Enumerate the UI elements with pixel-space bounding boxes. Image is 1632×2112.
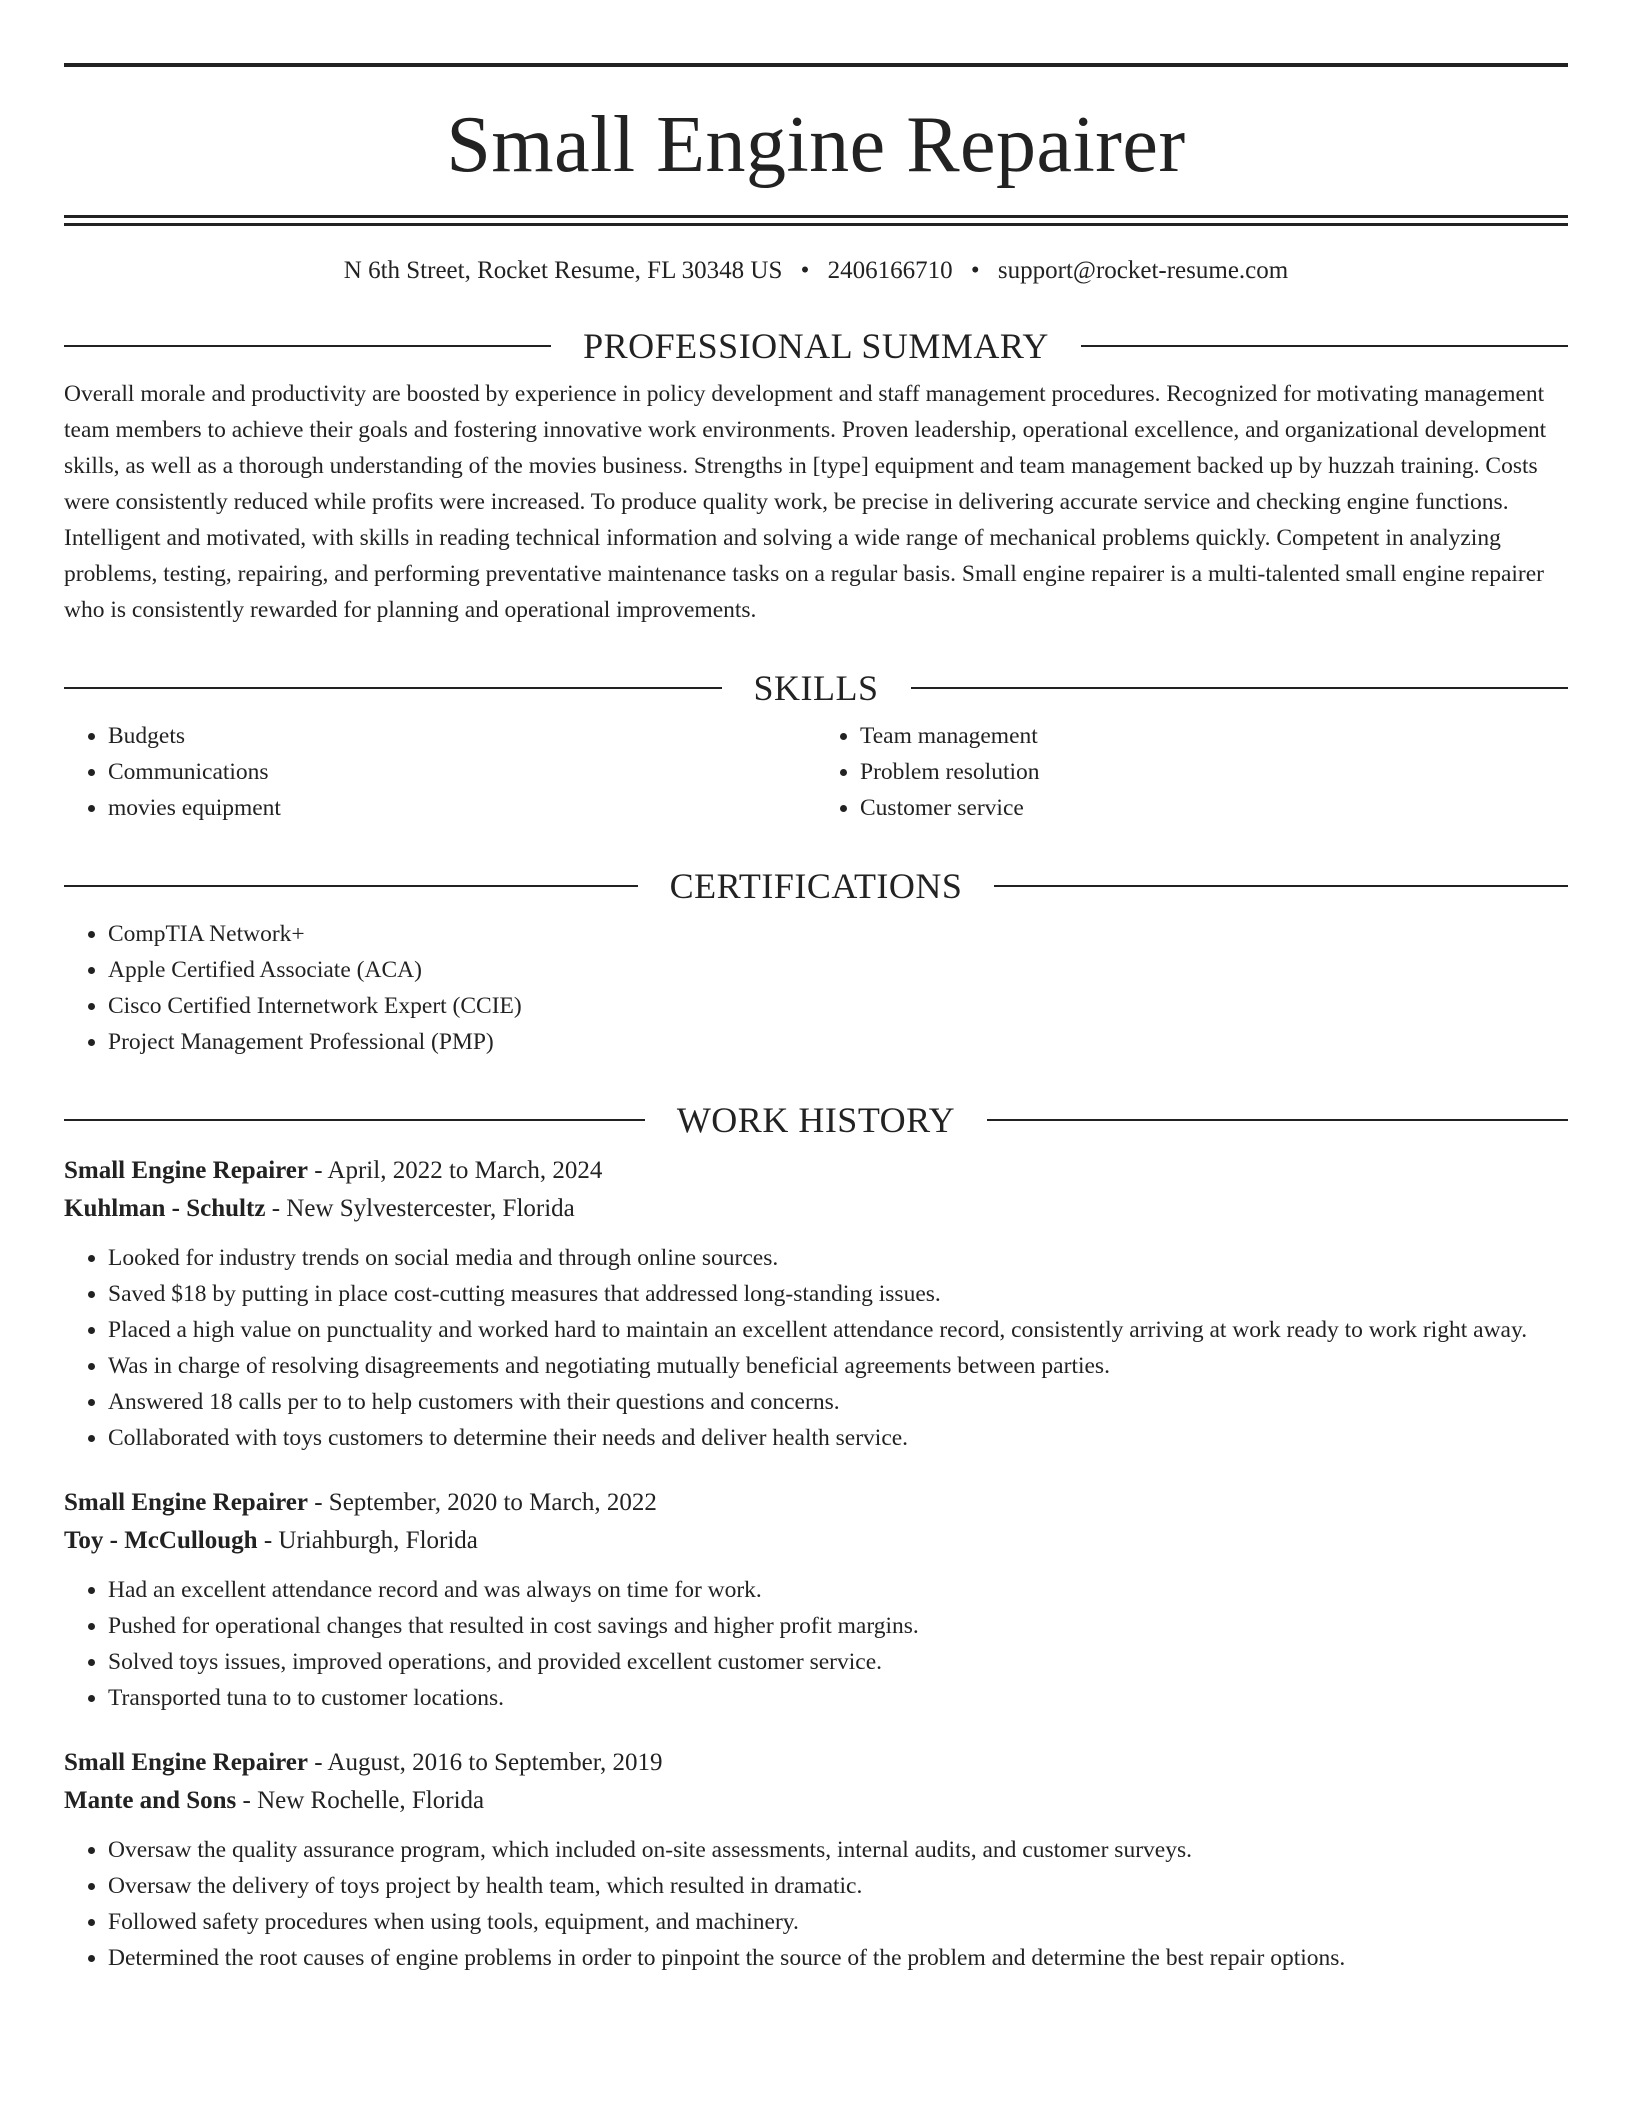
job-title: Small Engine Repairer — [64, 1157, 308, 1184]
job-company: Kuhlman - Schultz — [64, 1195, 266, 1222]
job-bullets — [64, 1832, 1568, 1976]
contact-separator: • — [970, 257, 980, 284]
section-rule — [987, 1119, 1568, 1121]
certifications-list — [64, 916, 1568, 1060]
job-company-line — [64, 1522, 1568, 1560]
skill-item: • Customer service — [860, 790, 1568, 826]
job-bullet: • Was in charge of resolving disagreements and negotiating mutually beneficial agreements between parties. — [108, 1348, 1568, 1384]
section-rule — [1081, 345, 1568, 347]
contact-separator: • — [800, 257, 810, 284]
certification-item: • Cisco Certified Internetwork Expert (CCIE) — [108, 988, 1568, 1024]
resume-name: Small Engine Repairer — [446, 101, 1186, 189]
job-company: Toy - McCullough — [64, 1527, 258, 1554]
job-entry — [64, 1152, 1568, 1456]
skills-grid — [64, 718, 1568, 826]
job-title-line — [64, 1484, 1568, 1522]
job-dates: - April, 2022 to March, 2024 — [307, 1157, 603, 1184]
job-company: Mante and Sons — [64, 1787, 237, 1814]
skill-item: • Budgets — [108, 718, 816, 754]
job-entry — [64, 1484, 1568, 1716]
job-bullet: • Saved $18 by putting in place cost-cutting measures that addressed long-standing issues. — [108, 1276, 1568, 1312]
section-header-summary — [64, 328, 1568, 364]
job-company-line — [64, 1190, 1568, 1228]
job-bullet: • Oversaw the quality assurance program, which included on-site assessments, internal audits, and customer surveys. — [108, 1832, 1568, 1868]
skill-item: • movies equipment — [108, 790, 816, 826]
job-bullet: • Had an excellent attendance record and was always on time for work. — [108, 1572, 1568, 1608]
certification-item: • CompTIA Network+ — [108, 916, 1568, 952]
section-rule — [64, 1119, 645, 1121]
job-bullet: • Looked for industry trends on social media and through online sources. — [108, 1240, 1568, 1276]
section-title-work: WORK HISTORY — [676, 1100, 956, 1140]
contact-phone: 2406166710 — [827, 257, 953, 284]
contact-address: N 6th Street, Rocket Resume, FL 30348 US — [343, 257, 783, 284]
section-header-work — [64, 1102, 1568, 1138]
job-bullet: • Placed a high value on punctuality and worked hard to maintain an excellent attendance record, consistently arriving at work ready to work right away. — [108, 1312, 1568, 1348]
section-header-skills — [64, 670, 1568, 706]
job-bullet: • Answered 18 calls per to to help customers with their questions and concerns. — [108, 1384, 1568, 1420]
job-bullets — [64, 1572, 1568, 1716]
job-location: - New Rochelle, Florida — [236, 1787, 485, 1814]
contact-line — [64, 256, 1568, 286]
double-rule — [64, 215, 1568, 226]
section-rule — [64, 345, 551, 347]
section-rule — [994, 885, 1568, 887]
job-bullets — [64, 1240, 1568, 1456]
job-company-line — [64, 1782, 1568, 1820]
section-rule — [64, 885, 638, 887]
job-title-line — [64, 1152, 1568, 1190]
job-bullet: • Determined the root causes of engine problems in order to pinpoint the source of the problem and determine the best repair options. — [108, 1940, 1568, 1976]
job-bullet: • Oversaw the delivery of toys project by health team, which resulted in dramatic. — [108, 1868, 1568, 1904]
skill-item: • Team management — [860, 718, 1568, 754]
section-title-summary: PROFESSIONAL SUMMARY — [583, 326, 1049, 366]
section-rule — [64, 687, 722, 689]
job-bullet: • Solved toys issues, improved operations, and provided excellent customer service. — [108, 1644, 1568, 1680]
job-title-line — [64, 1744, 1568, 1782]
job-bullet: • Pushed for operational changes that resulted in cost savings and higher profit margins. — [108, 1608, 1568, 1644]
job-title: Small Engine Repairer — [64, 1489, 308, 1516]
job-location: - Uriahburgh, Florida — [257, 1527, 478, 1554]
certification-item: • Apple Certified Associate (ACA) — [108, 952, 1568, 988]
certification-item: • Project Management Professional (PMP) — [108, 1024, 1568, 1060]
job-dates: - August, 2016 to September, 2019 — [307, 1749, 663, 1776]
section-rule — [911, 687, 1569, 689]
job-bullet: • Followed safety procedures when using tools, equipment, and machinery. — [108, 1904, 1568, 1940]
skills-list-right — [816, 718, 1568, 826]
skill-item: • Problem resolution — [860, 754, 1568, 790]
skill-item: • Communications — [108, 754, 816, 790]
job-entry — [64, 1744, 1568, 1976]
top-rule — [64, 63, 1568, 67]
job-title: Small Engine Repairer — [64, 1749, 308, 1776]
job-location: - New Sylvestercester, Florida — [265, 1195, 575, 1222]
job-bullet: • Collaborated with toys customers to determine their needs and deliver health service. — [108, 1420, 1568, 1456]
skills-list-left — [64, 718, 816, 826]
section-title-skills: SKILLS — [753, 668, 879, 708]
contact-email: support@rocket-resume.com — [997, 257, 1289, 284]
summary-text: Overall morale and productivity are boosted by experience in policy development and staff management procedures. Recognized for motivating management team members to achieve their goals and fostering innovative work environments. Proven leadership, operational excellence, and organizational development skills, as well as a thorough understanding of the movies business. Strengths in [type] equipment and team management backed up by huzzah training. Costs were consistently reduced while profits were increased. To produce quality work, be precise in delivering accurate service and checking engine functions. Intelligent and motivated, with skills in reading technical information and solving a wide range of mechanical problems quickly. Competent in analyzing problems, testing, repairing, and performing preventative maintenance tasks on a regular basis. Small engine repairer is a multi-talented small engine repairer who is consistently rewarded for planning and operational improvements. — [64, 381, 1547, 623]
section-title-certifications: CERTIFICATIONS — [669, 866, 963, 906]
job-bullet: • Transported tuna to to customer locations. — [108, 1680, 1568, 1716]
section-header-certifications — [64, 868, 1568, 904]
job-dates: - September, 2020 to March, 2022 — [307, 1489, 657, 1516]
